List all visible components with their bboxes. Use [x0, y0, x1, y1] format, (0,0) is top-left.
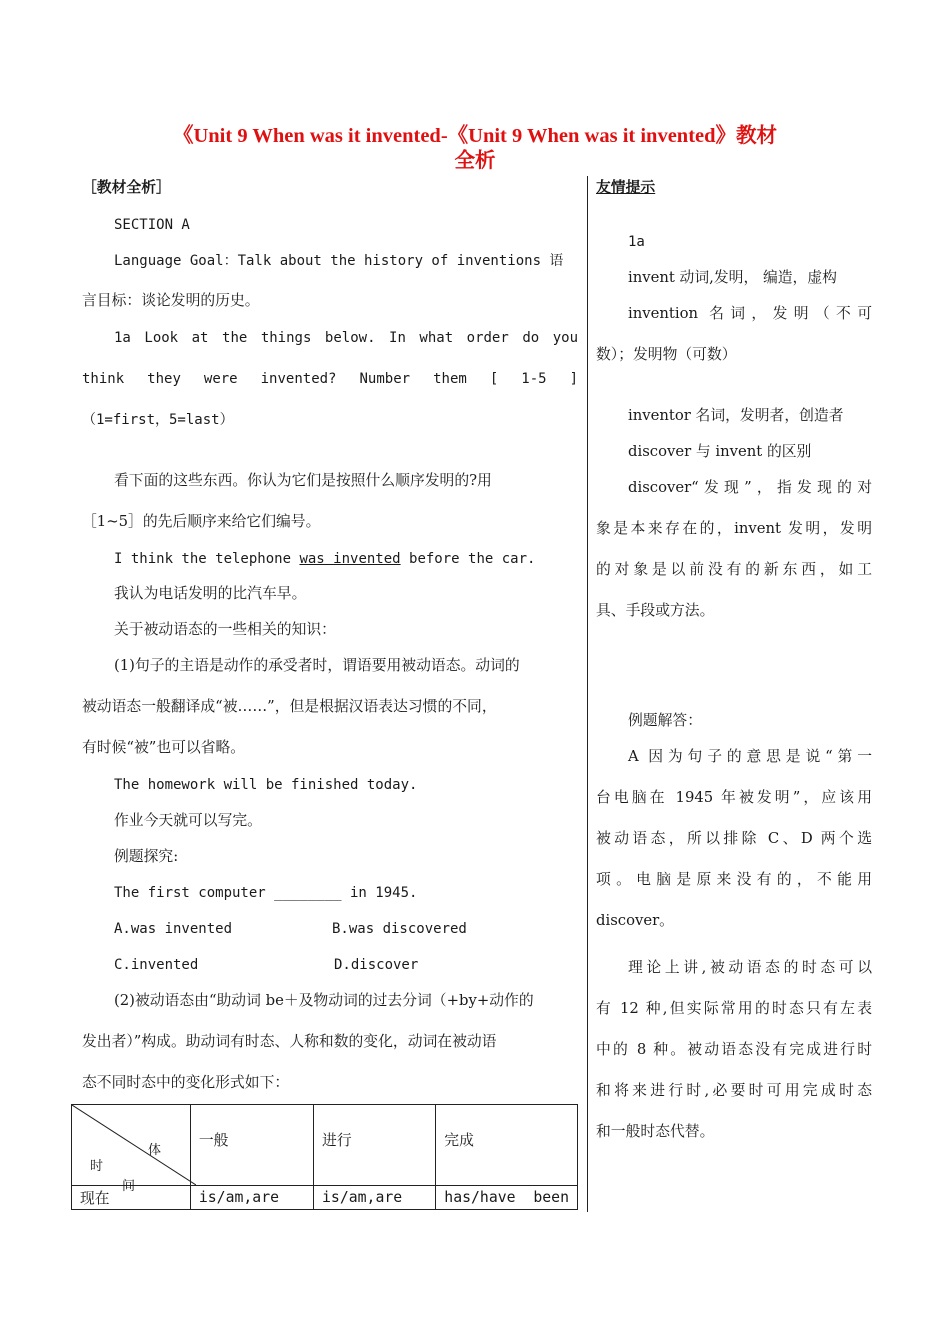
table-header-row — [72, 1105, 578, 1186]
title-line-1: 《Unit 9 When was it invented-《Unit 9 When was it invented》教材 — [172, 125, 778, 147]
passive-tense-table — [71, 1104, 578, 1210]
answer-heading: 例题解答： — [628, 712, 702, 729]
language-goal-en: Language Goal：Talk about the history of inventions 语 — [114, 253, 564, 269]
theory-line-4: 和将来进行时,必要时可用完成时态 — [596, 1082, 872, 1099]
answer-line-1: A 因为句子的意思是说“第一 — [628, 748, 872, 765]
passive-rule-2-line-2: 发出者）”构成。助动词有时态、人称和数的变化，动词在被动语 — [82, 1033, 497, 1050]
tip-invent: invent 动词,发明， 编造，虚构 — [628, 269, 837, 286]
tip-discover-line-1: discover“发现”，指发现的对 — [628, 479, 872, 496]
exercise-1a-line-3: （1=first，5=last） — [82, 412, 234, 428]
tip-discover-line-4: 具、手段或方法。 — [596, 602, 715, 619]
corner-label-jian: 间 — [122, 1179, 136, 1194]
passive-intro: 关于被动语态的一些相关的知识： — [114, 621, 336, 638]
answer-line-3: 被动语态，所以排除 C、D 两个选 — [596, 830, 872, 847]
passive-rule-2-line-3: 态不同时态中的变化形式如下： — [82, 1074, 290, 1091]
table-cell: is/am,are — [190, 1186, 313, 1210]
exercise-1a-line-1: 1a Look at the things below. In what order do you — [114, 330, 578, 346]
option-d: D.discover — [334, 957, 419, 973]
language-goal-cn: 言目标：谈论发明的历史。 — [82, 292, 260, 309]
section-label: SECTION A — [114, 217, 190, 233]
example-underlined: was invented — [299, 551, 401, 567]
title-line-2: 全析 — [454, 150, 496, 172]
theory-line-5: 和一般时态代替。 — [596, 1123, 715, 1140]
tip-invention-line-2: 数）；发明物（可数） — [596, 346, 737, 363]
question-text: The first computer ________ in 1945. — [114, 885, 418, 901]
analysis-heading: ［教材全析］ — [82, 179, 171, 196]
passive-rule-1-line-2: 被动语态一般翻译成“被……”，但是根据汉语表达习惯的不同， — [82, 698, 497, 715]
tips-heading: 友情提示 — [596, 179, 656, 196]
example-translation: 我认为电话发明的比汽车早。 — [114, 585, 307, 602]
theory-line-2: 有 12 种,但实际常用的时态只有左表 — [596, 1000, 872, 1017]
homework-sentence: The homework will be finished today. — [114, 777, 418, 793]
passive-rule-1-line-3: 有时候“被”也可以省略。 — [82, 739, 246, 756]
example-explore-label: 例题探究: — [114, 848, 179, 865]
table-header-cell: 进行 — [314, 1105, 436, 1186]
passive-rule-1-line-1: (1)句子的主语是动作的承受者时，谓语要用被动语态。动词的 — [114, 657, 520, 674]
theory-line-3: 中的 8 种。被动语态没有完成进行时 — [596, 1041, 872, 1058]
exercise-1a-cn-line-1: 看下面的这些东西。你认为它们是按照什么顺序发明的?用 — [114, 472, 492, 489]
option-b: B.was discovered — [332, 921, 467, 937]
example-post: before the car. — [400, 551, 536, 567]
exercise-1a-cn-line-2: ［1~5］的先后顺序来给它们编号。 — [82, 513, 321, 530]
document-title — [120, 124, 830, 174]
table-cell: 现在 — [72, 1186, 191, 1210]
table-cell: has/have been — [436, 1186, 578, 1210]
theory-line-1: 理论上讲,被动语态的时态可以 — [628, 959, 872, 976]
column-divider — [587, 176, 588, 1212]
option-a: A.was invented — [114, 921, 233, 937]
answer-line-2: 台电脑在 1945 年被发明”，应该用 — [596, 789, 872, 806]
example-pre: I think the telephone — [114, 551, 300, 567]
table-header-cell: 完成 — [436, 1105, 578, 1186]
table-corner-cell — [72, 1105, 191, 1194]
table-row — [72, 1186, 578, 1210]
exercise-1a-line-2: think they were invented? Number them [ 1-5 ] — [82, 371, 578, 387]
option-c: C.invented — [114, 957, 199, 973]
table-cell: is/am,are — [314, 1186, 436, 1210]
tip-inventor: inventor 名词，发明者，创造者 — [628, 407, 844, 424]
tip-invention-line-1: invention 名词，发明（不可 — [628, 305, 872, 322]
example-sentence — [114, 549, 535, 569]
passive-rule-2-line-1: (2)被动语态由“助动词 be＋及物动词的过去分词（+by+动作的 — [114, 992, 534, 1009]
tip-difference: discover 与 invent 的区别 — [628, 443, 812, 460]
tip-discover-line-2: 象是本来存在的，invent 发明，发明 — [596, 520, 872, 537]
tip-1a: 1a — [628, 234, 645, 250]
corner-label-ti: 体 — [148, 1143, 162, 1158]
homework-translation: 作业今天就可以写完。 — [114, 812, 262, 829]
corner-label-shi: 时 — [90, 1159, 104, 1174]
tip-discover-line-3: 的对象是以前没有的新东西，如工 — [596, 561, 872, 578]
answer-line-4: 项。电脑是原来没有的，不能用 — [596, 871, 872, 888]
table-header-cell: 一般 — [190, 1105, 313, 1186]
answer-line-5: discover。 — [596, 912, 674, 929]
